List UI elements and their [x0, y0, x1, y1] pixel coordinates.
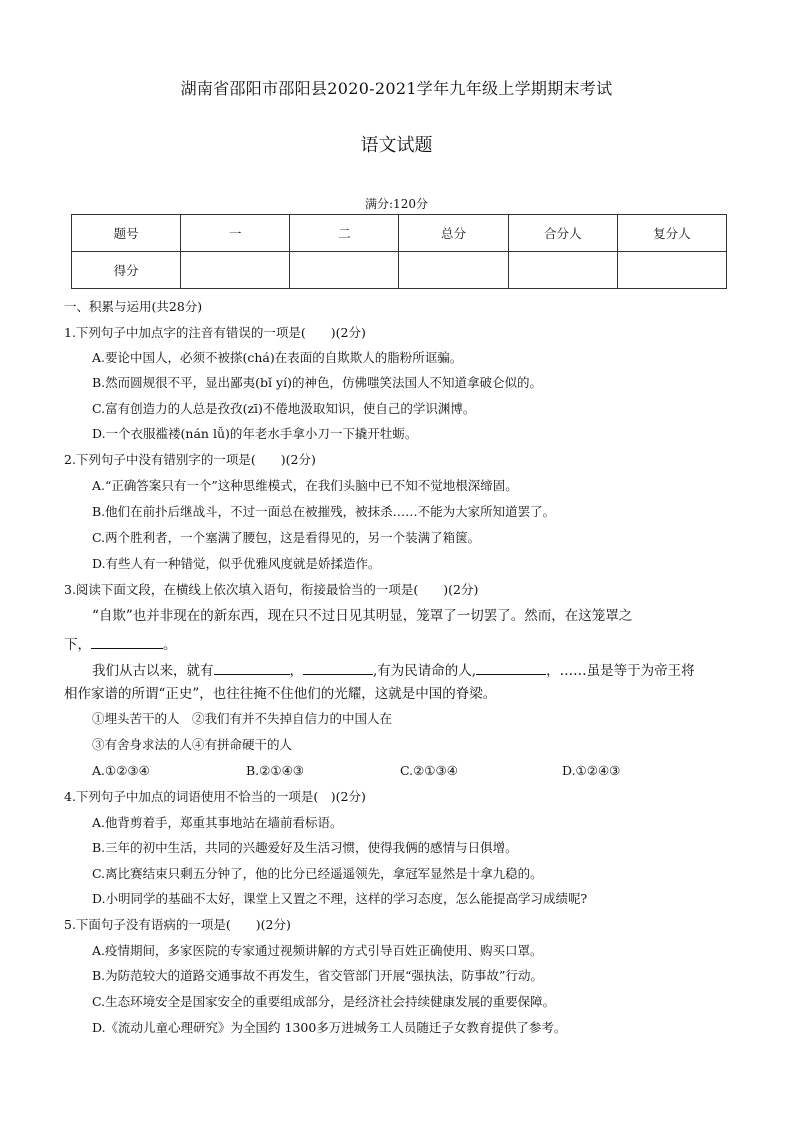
question-1-option-b: B.然而圆规很不平，显出鄙夷(bǐ yí)的神色，仿佛嗤笑法国人不知道拿破仑似的。 — [92, 375, 542, 390]
score-table-score-row — [72, 252, 727, 289]
question-2-option-a: A.“正确答案只有一个”这种思维模式，在我们头脑中已不知不觉地根深缔固。 — [92, 478, 518, 493]
section-title: 一、积累与运用(共28分) — [64, 299, 203, 314]
passage-text: ， — [289, 663, 303, 679]
score-input-cell[interactable] — [617, 252, 726, 289]
question-3-choices-line-2: ③有舍身求法的人④有拼命硬干的人 — [92, 737, 293, 752]
question-5-option-b: B.为防范较大的道路交通事故不再发生，省交管部门开展“强执法，防事故”行动。 — [92, 968, 543, 983]
passage-text: 我们从古以来，就有 — [92, 663, 214, 679]
question-3-choices-line-1: ①埋头苦干的人 ②我们有并不失掉自信力的中国人在 — [92, 711, 393, 726]
score-input-cell[interactable] — [399, 252, 508, 289]
score-header-cell: 一 — [181, 215, 290, 252]
question-1-option-d: D.一个衣服褴褛(nán lǚ)的年老水手拿小刀一下撬开牡蛎。 — [92, 426, 418, 441]
score-row-label: 得分 — [72, 252, 181, 289]
score-table — [71, 214, 727, 289]
score-header-cell: 二 — [290, 215, 399, 252]
question-3-option-c: C.②①③④ — [400, 763, 458, 778]
passage-text: ，……虽是等于为帝王将 — [546, 663, 695, 679]
score-header-cell: 题号 — [72, 215, 181, 252]
question-2-option-b: B.他们在前扑后继战斗，不过一面总在被摧残，被抹杀……不能为大家所知道罢了。 — [92, 504, 556, 519]
question-1-option-a: A.要论中国人，必须不被搽(chá)在表面的自欺欺人的脂粉所诓骗。 — [92, 350, 463, 365]
passage-text: ,有为民请命的人, — [373, 663, 477, 679]
question-1-stem: 1.下列句子中加点字的注音有错误的一项是( )(2分) — [64, 325, 366, 340]
question-1-option-c: C.富有创造力的人总是孜孜(zī)不倦地汲取知识，使自己的学识渊博。 — [92, 401, 476, 416]
full-score: 满分:120分 — [365, 197, 428, 211]
question-3-passage-line-3 — [92, 660, 695, 679]
question-3-option-a: A.①②③④ — [92, 763, 150, 778]
exam-subtitle: 语文试题 — [360, 135, 433, 156]
question-3-passage-line-2 — [64, 634, 177, 653]
score-header-cell: 总分 — [399, 215, 508, 252]
fill-blank — [214, 660, 290, 675]
passage-text: 。 — [163, 637, 177, 653]
score-input-cell[interactable] — [290, 252, 399, 289]
question-5-stem: 5.下面句子没有语病的一项是( )(2分) — [64, 917, 291, 932]
question-3-option-b: B.②①④③ — [246, 763, 304, 778]
question-4-option-a: A.他背剪着手，郑重其事地站在墙前看标语。 — [92, 815, 343, 830]
passage-text: 下， — [64, 637, 91, 653]
score-input-cell[interactable] — [181, 252, 290, 289]
question-5-option-d: D.《流动儿童心理研究》为全国约 1300多万进城务工人员随迁子女教育提供了参考。 — [92, 1020, 567, 1035]
question-4-option-c: C.离比赛结束只剩五分钟了，他的比分已经遥遥领先，拿冠军显然是十拿九稳的。 — [92, 866, 543, 881]
question-5-option-a: A.疫情期间，多家医院的专家通过视频讲解的方式引导百姓正确使用、购买口罩。 — [92, 943, 543, 958]
question-3-option-d: D.①②④③ — [562, 763, 621, 778]
question-3-passage-line-1: “自欺”也并非现在的新东西，现在只不过日见其明显，笼罩了一切罢了。然而，在这笼罩之 — [92, 608, 633, 624]
score-input-cell[interactable] — [508, 252, 617, 289]
question-3-passage-line-4: 相作家谱的所谓“正史”，也往往掩不住他们的光耀，这就是中国的脊梁。 — [64, 686, 497, 702]
score-table-header-row — [72, 215, 727, 252]
fill-blank — [303, 660, 373, 675]
question-2-option-c: C.两个胜利者，一个塞满了腰包，这是看得见的，另一个装满了箱箧。 — [92, 530, 481, 545]
score-header-cell: 复分人 — [617, 215, 726, 252]
score-header-cell: 合分人 — [508, 215, 617, 252]
question-4-option-d: D.小明同学的基础不太好，课堂上又置之不理，这样的学习态度，怎么能提高学习成绩呢? — [92, 891, 588, 906]
question-2-stem: 2.下列句子中没有错别字的一项是( )(2分) — [64, 452, 316, 467]
exam-title: 湖南省邵阳市邵阳县2020-2021学年九年级上学期期末考试 — [180, 79, 613, 98]
question-5-option-c: C.生态环境安全是国家安全的重要组成部分，是经济社会持续健康发展的重要保障。 — [92, 994, 556, 1009]
fill-blank — [476, 660, 546, 675]
question-4-option-b: B.三年的初中生活，共同的兴趣爱好及生活习惯，使得我俩的感情与日俱增。 — [92, 840, 518, 855]
question-4-stem: 4.下列句子中加点的词语使用不恰当的一项是( )(2分) — [64, 789, 366, 804]
fill-blank — [91, 634, 163, 649]
question-2-option-d: D.有些人有一种错觉，似乎优雅风度就是娇揉造作。 — [92, 556, 381, 571]
question-3-stem: 3.阅读下面文段，在横线上依次填入语句，衔接最恰当的一项是( )(2分) — [64, 582, 479, 597]
